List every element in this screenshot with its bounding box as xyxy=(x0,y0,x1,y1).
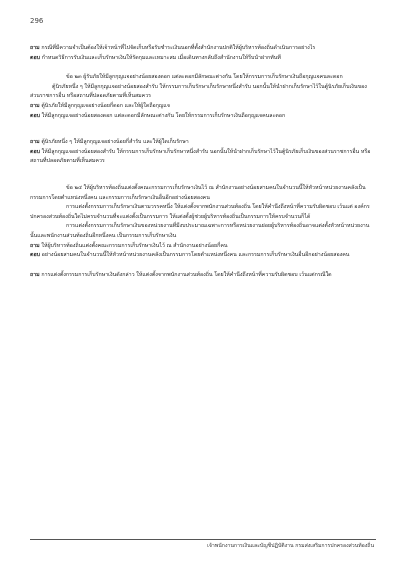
footer-divider xyxy=(30,539,376,540)
clause-24-paragraph: ข้อ ๒๔ ให้ผู้บริหารท้องถิ่นแต่งตั้งคณะกรรมการเก็บรักษาเงินไว้ ณ สำนักงานอย่างน้อยสามคนในจำนวนนี้ให้หัวหน้าหน่วยงานคลังเป็นกรรมการโดยตำแหน่งหนึ่งคน และกรรมการเก็บรักษาเงินอื่นอีกอย่างน้อยสองคน xyxy=(30,184,366,201)
question-label: ถาม xyxy=(30,45,40,51)
question-label: ถาม xyxy=(30,271,40,278)
page-footer: เจ้าพนักงานการเงินและบัญชีปฏิบัติงาน กรมส่งเสริมการปกครองส่วนท้องถิ่น xyxy=(207,543,374,549)
paragraph-text: อย่างน้อยสามคนในจำนวนนี้ให้หัวหน้าหน่วยงานคลังเป็นกรรมการโดยตำแหน่งหนึ่งคน และกรรมการเก็บรักษาเงินอื่นอีกอย่างน้อยสองคน xyxy=(39,252,350,259)
answer-label: ตอบ xyxy=(30,252,40,259)
question-label: ถาม xyxy=(30,102,40,109)
question-paragraph xyxy=(30,138,374,148)
document-body xyxy=(30,44,374,280)
paragraph-text: กรณีที่มีความจำเป็นต้องให้เจ้าหน้าที่ไปจัดเก็บหรือรับชำระเงินนอกที่ตั้งสำนักงานปกติให้ผู้บริหารท้องถิ่นดำเนินการอย่างไร xyxy=(39,45,316,51)
paragraph-text: การแต่งตั้งกรรมการเก็บรักษาเงินดังกล่าว ให้แต่งตั้งจากพนักงานส่วนท้องถิ่น โดยให้คำนึงถึงหน้าที่ความรับผิดชอบ เว้นแต่กรณีใด xyxy=(39,271,332,278)
answer-label: ตอบ xyxy=(30,112,40,119)
question-label: ถาม xyxy=(30,139,40,146)
paragraph-text: ตู้นิรภัยให้มีลูกกุญแจอย่างน้อยกี่ดอก และให้ผู้ใดถือกุญแจ xyxy=(39,102,170,109)
question-label: ถาม xyxy=(30,242,40,249)
answer-paragraph xyxy=(30,148,374,167)
clause-23-paragraph: ข้อ ๒๓ ผู้รับภัยให้มีลูกกุญแจอย่างน้อยสองดอก แต่ละดอกมีลักษณะต่างกัน โดยให้กรรมการเก็บรักษาเงินถือกุญแจคนละดอก xyxy=(66,74,343,81)
paragraph-text: ให้ผู้บริหารท้องถิ่นแต่งตั้งคณะกรรมการเก็บรักษาเงินไว้ ณ สำนักงานอย่างน้อยกี่คน xyxy=(39,242,228,249)
paragraph-text: ให้มีลูกกุญแจอย่างน้อยสองสำรับ ให้กรรมการเก็บรักษาเก็บรักษาหนึ่งสำรับ นอกนั้นให้นำฝากเก็บรักษาไว้ในตู้นิรภัยเก็บเงินของส่วนราชการอื่น หรือสถานที่ปลอดภัยตามที่เห็นสมควร xyxy=(30,148,371,165)
clause-paragraph: ตู้นิรภัยหนึ่ง ๆ ให้มีลูกกุญแจอย่างน้อยสองสำรับ ให้กรรมการเก็บรักษาเก็บรักษาหนึ่งสำรับ นอกนั้นให้นำฝากเก็บรักษาไว้ในตู้นิรภัยเก็บเงินของส่วนราชการอื่น หรือสถานที่ปลอดภัยตามที่เห็นสมควร xyxy=(30,83,367,100)
answer-paragraph xyxy=(30,251,374,261)
answer-paragraph xyxy=(30,112,374,122)
answer-label: ตอบ xyxy=(30,54,40,61)
question-paragraph xyxy=(30,102,374,112)
clause-paragraph: การแต่งตั้งกรรมการเก็บรักษาเงินของหน่วยงานที่มีงบประมาณเฉพาะการหรือหน่วยงานย่อยผู้บริหารท้องถิ่นอาจแต่งตั้งหัวหน้าหน่วยงานนั้นและพนักงานส่วนท้องถิ่นอีกหนึ่งคน เป็นกรรมการเก็บรักษาเงิน xyxy=(30,223,370,239)
paragraph-text: ตู้นิรภัยหนึ่ง ๆ ให้มีลูกกุญแจอย่างน้อยกี่สำรับ และให้ผู้ใดเก็บรักษา xyxy=(39,139,189,146)
question-paragraph xyxy=(30,44,374,54)
question-paragraph xyxy=(30,271,374,281)
question-paragraph xyxy=(30,242,374,252)
paragraph-text: ให้มีลูกกุญแจอย่างน้อยสองดอก แต่ละดอกมีลักษณะต่างกัน โดยให้กรรมการเก็บรักษาเงินถือกุญแจคนละดอก xyxy=(39,112,286,119)
clause-paragraph: การแต่งตั้งกรรมการเก็บรักษาเงินตามวรรคหนึ่ง ให้แต่งตั้งจากพนักงานส่วนท้องถิ่น โดยให้คำนึงถึงหน้าที่ความรับผิดชอบ เว้นแต่ องค์กรปกครองส่วนท้องถิ่นใดไม่ครบจำนวนที่จะแต่งตั้งเป็นกรรมการ ให้แต่งตั้งผู้ช่วยผู้บริหารท้องถิ่นเป็นกรรมการให้ครบจำนวนก็ได้ xyxy=(30,204,370,220)
answer-paragraph xyxy=(30,54,374,64)
page-number: 296 xyxy=(30,17,44,25)
answer-label: ตอบ xyxy=(30,148,40,155)
paragraph-text: กำหนดวิธีการรับเงินและเก็บรักษาเงินให้รัดกุมและเหมาะสม เมื่อเดินทางกลับถึงสำนักงานให้รีบนำฝากทันที xyxy=(39,54,281,61)
